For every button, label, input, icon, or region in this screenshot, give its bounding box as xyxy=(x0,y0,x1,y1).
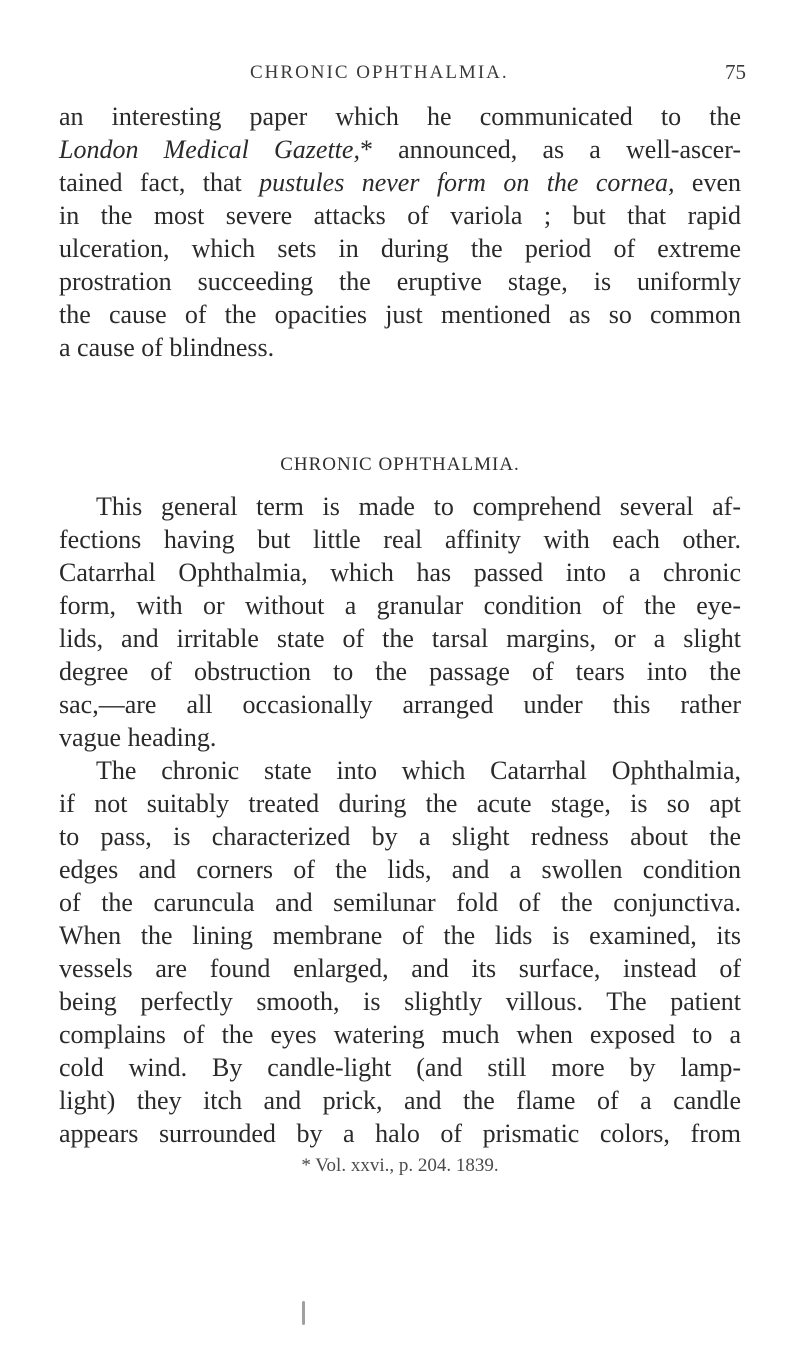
text-span: tained fact, that xyxy=(59,168,260,197)
running-head: CHRONIC OPHTHALMIA. xyxy=(250,62,509,83)
text-line: fections having but little real affinity with each other. xyxy=(59,525,741,554)
text-line: if not suitably treated during the acute stage, is so apt xyxy=(59,789,741,818)
text-line: the cause of the opacities just mentioned as so common xyxy=(59,300,741,329)
text-line: vessels are found enlarged, and its surface, instead of xyxy=(59,954,741,983)
text-line: to pass, is characterized by a slight redness about the xyxy=(59,822,741,851)
text-line xyxy=(59,135,741,165)
footnote: * Vol. xxvi., p. 204. 1839. xyxy=(301,1155,499,1176)
page-number: 75 xyxy=(725,60,746,84)
text-line: When the lining membrane of the lids is examined, its xyxy=(59,921,741,950)
text-line: lids, and irritable state of the tarsal margins, or a slight xyxy=(59,624,741,653)
text-line: light) they itch and prick, and the flame of a candle xyxy=(59,1086,741,1115)
text-line: appears surrounded by a halo of prismatic colors, from xyxy=(59,1119,741,1148)
text-line: form, with or without a granular condition of the eye- xyxy=(59,591,741,620)
text-line: Catarrhal Ophthalmia, which has passed into a chronic xyxy=(59,558,741,587)
text-line: a cause of blindness. xyxy=(59,333,275,362)
text-line: sac,—are all occasionally arranged under this rather xyxy=(59,690,741,719)
text-line: edges and corners of the lids, and a swollen condition xyxy=(59,855,741,884)
text-line: of the caruncula and semilunar fold of the conjunctiva. xyxy=(59,888,741,917)
text-line xyxy=(59,168,741,198)
text-span: even xyxy=(674,168,741,197)
text-line: This general term is made to comprehend several af- xyxy=(96,492,741,521)
text-line: prostration succeeding the eruptive stage, is uniformly xyxy=(59,267,741,296)
journal-title: London Medical Gazette, xyxy=(59,135,360,164)
text-line: complains of the eyes watering much when exposed to a xyxy=(59,1020,741,1049)
emphasis-text: pustules never form on the cornea, xyxy=(259,168,675,197)
text-line: vague heading. xyxy=(59,723,217,752)
text-line: in the most severe attacks of variola ; but that rapid xyxy=(59,201,741,230)
text-line: an interesting paper which he communicated to the xyxy=(59,102,741,131)
text-line: being perfectly smooth, is slightly villous. The patient xyxy=(59,987,741,1016)
ink-speck xyxy=(302,1301,305,1325)
text-line: The chronic state into which Catarrhal Ophthalmia, xyxy=(96,756,741,785)
text-line: cold wind. By candle-light (and still more by lamp- xyxy=(59,1053,741,1082)
text-line: ulceration, which sets in during the period of extreme xyxy=(59,234,741,263)
text-line: degree of obstruction to the passage of tears into the xyxy=(59,657,741,686)
section-heading: CHRONIC OPHTHALMIA. xyxy=(280,454,520,475)
text-span: * announced, as a well-ascer- xyxy=(359,135,741,164)
